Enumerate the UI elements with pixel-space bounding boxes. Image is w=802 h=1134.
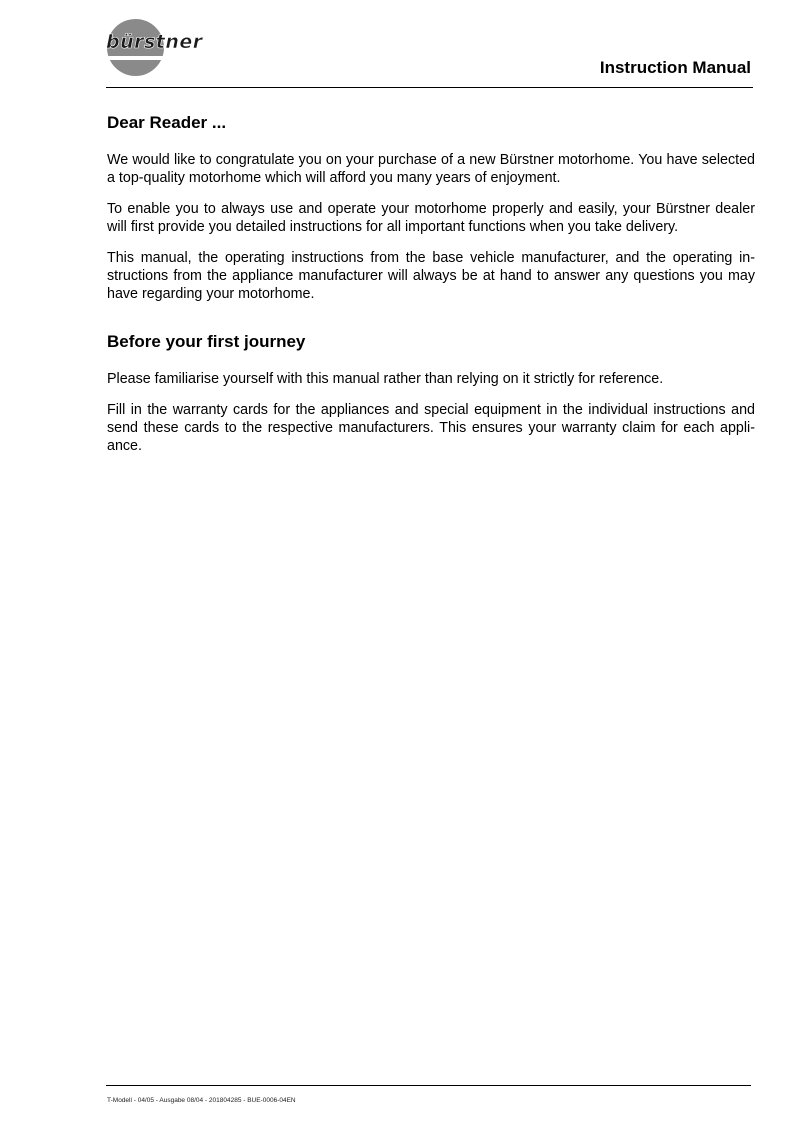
paragraph: We would like to congratulate you on your purchase of a new Bürstner motorhome. You have selected a top-quality motorhome which will afford you many years of enjoyment. [107,152,755,186]
paragraph: This manual, the operating instructions from the base vehicle manufacturer, and the operating instructions from the appliance manufacturer will always be at hand to answer any questions you may have regarding your motorhome. [107,250,755,302]
logo-band [104,56,196,60]
page-title: Instruction Manual [599,58,751,77]
paragraph: To enable you to always use and operate your motorhome properly and easily, your Bürstner dealer will first provide you detailed instructions for all important functions when you take delivery. [107,201,755,235]
section-heading-dear-reader: Dear Reader ... [107,113,227,132]
brand-logo [104,18,204,78]
footer-reference: T-Modell - 04/05 - Ausgabe 08/04 - 201804285 - BUE-0006-04EN [107,1097,296,1104]
paragraph: Fill in the warranty cards for the appliances and special equipment in the individual instructions and send these cards to the respective manufacturers. This ensures your warranty claim for each appliance. [107,402,755,454]
section-heading-first-journey: Before your first journey [107,332,306,351]
footer-divider [106,1085,751,1086]
header-divider [106,87,753,88]
document-body [107,112,755,468]
paragraph: Please familiarise yourself with this manual rather than relying on it strictly for reference. [107,371,664,387]
logo-wordmark: bürstner [106,31,203,53]
